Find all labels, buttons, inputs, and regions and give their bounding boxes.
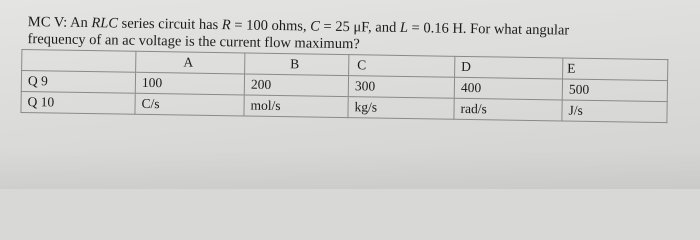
- answer-q10-b: mol/s: [244, 95, 348, 118]
- header-cell-a: A: [136, 51, 245, 74]
- resistance-value: = 100 ohms,: [230, 17, 311, 35]
- row-label-q9: Q 9: [21, 71, 135, 94]
- capacitance-value: = 25 μF, and: [319, 18, 401, 36]
- header-cell-e: E: [563, 58, 668, 81]
- answer-q9-d: 400: [454, 77, 562, 100]
- resistance-symbol: R: [221, 17, 231, 34]
- inductance-value: = 0.16 H. For what angular: [407, 20, 570, 39]
- answer-q10-a: C/s: [135, 93, 244, 116]
- question-prefix: MC V: An: [27, 14, 92, 32]
- row-label-q10: Q 10: [21, 91, 135, 114]
- answer-q9-c: 300: [348, 76, 454, 99]
- answer-q10-d: rad/s: [454, 98, 562, 121]
- header-cell-b: B: [245, 53, 349, 76]
- answer-q10-c: kg/s: [348, 97, 454, 120]
- answer-table: [20, 49, 668, 123]
- answer-q9-e: 500: [562, 79, 667, 102]
- rlc-symbol: RLC: [91, 15, 119, 32]
- header-cell-c: C: [349, 55, 455, 78]
- header-cell-empty: [22, 50, 136, 73]
- question-text-series: series circuit has: [117, 15, 222, 34]
- answer-q9-a: 100: [135, 72, 244, 95]
- answer-q10-e: J/s: [562, 100, 667, 123]
- answer-q9-b: 200: [244, 74, 348, 97]
- question-line-2: frequency of an ac voltage is the current flow maximum?: [27, 31, 360, 53]
- lighting-shadow: [0, 149, 700, 189]
- inductance-symbol: L: [399, 19, 409, 37]
- header-cell-d: D: [455, 56, 563, 79]
- capacitance-symbol: C: [310, 18, 320, 35]
- question-sheet: [20, 14, 700, 124]
